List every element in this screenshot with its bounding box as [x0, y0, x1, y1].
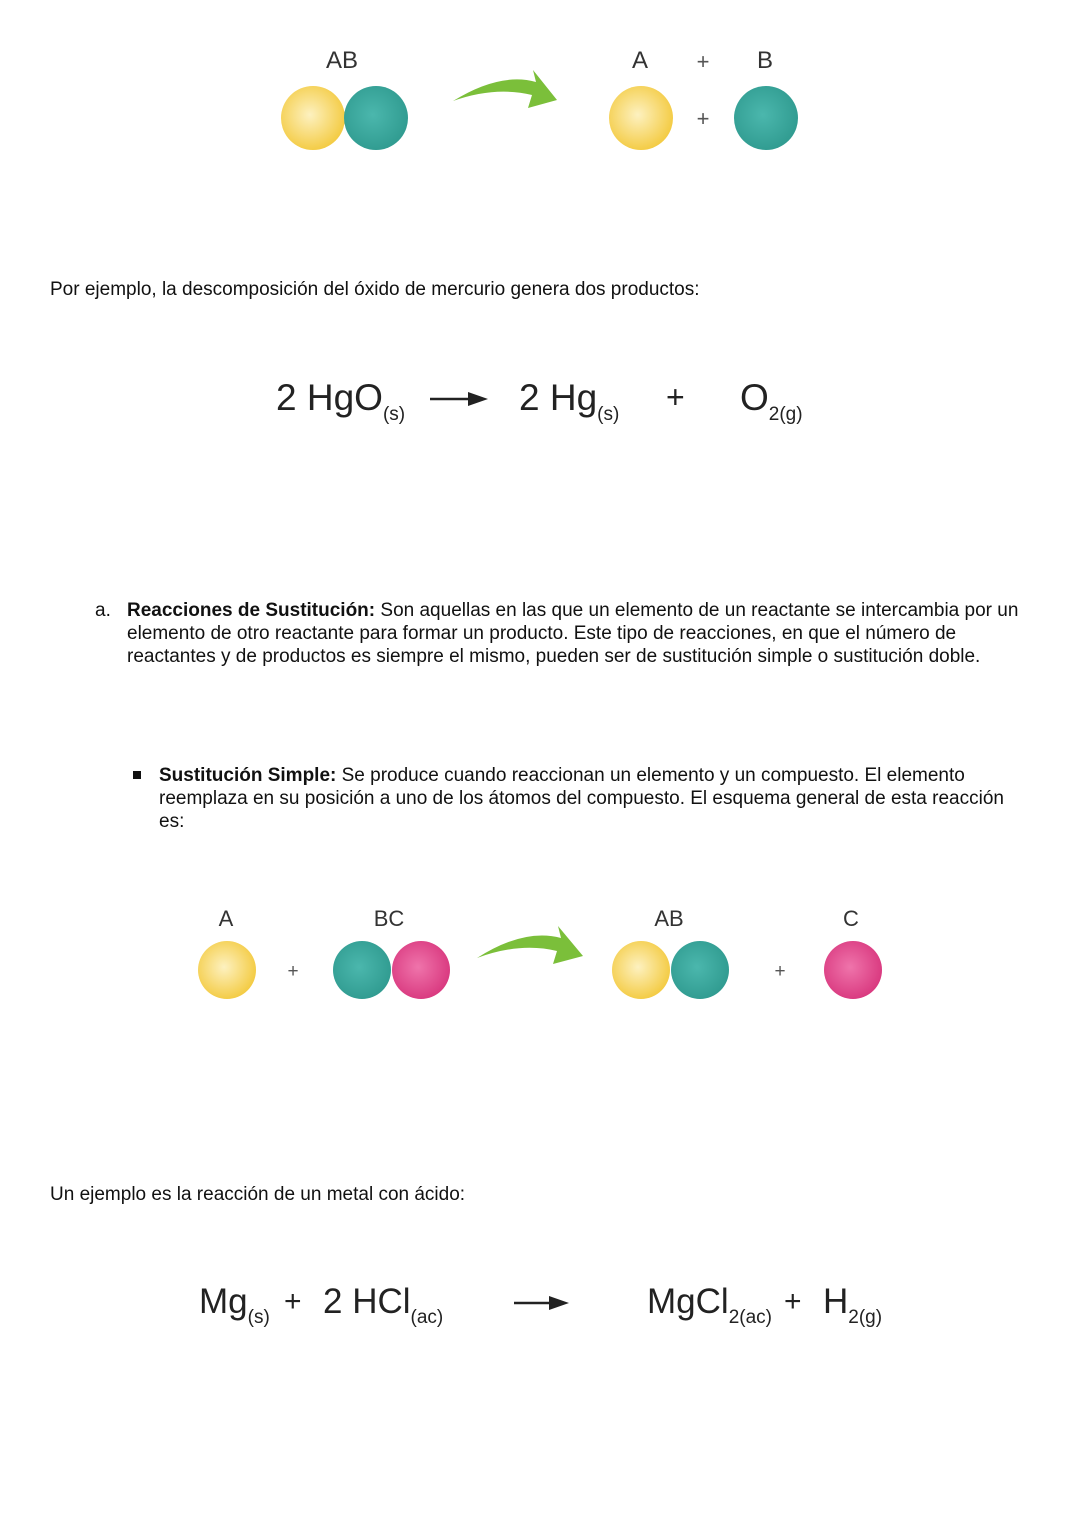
plus-sign: + — [784, 1285, 802, 1318]
plus-sign: + — [666, 379, 685, 415]
list-item-sustitucion — [127, 599, 1027, 668]
atom-b-teal — [344, 86, 408, 150]
atom-b-teal — [333, 941, 391, 999]
plus-sign: + — [774, 961, 786, 982]
label-a: A — [631, 47, 649, 74]
atom-a-yellow — [612, 941, 670, 999]
equation-h2 — [823, 1284, 882, 1327]
product-formula: 2 Hg — [519, 377, 598, 418]
intro-paragraph: Por ejemplo, la descomposición del óxido de mercurio genera dos productos: — [50, 279, 700, 300]
label-a: A — [218, 906, 234, 931]
plus-sign: + — [287, 961, 299, 982]
atom-a-yellow — [198, 941, 256, 999]
atom-c-pink — [392, 941, 450, 999]
label-ab: AB — [325, 47, 359, 74]
product-formula: H — [823, 1282, 849, 1321]
list-marker: a. — [95, 600, 111, 621]
atom-b-teal — [671, 941, 729, 999]
atom-b-teal — [734, 86, 798, 150]
equation-mgcl2 — [647, 1284, 772, 1327]
plus-sign: + — [284, 1285, 302, 1318]
atom-a-yellow — [609, 86, 673, 150]
bullet-text: Se produce cuando reaccionan un elemento y un compuesto. El elemento reemplaza en su posición a uno de los átomos del compuesto. El esquema general de esta reacción es: — [159, 765, 1004, 832]
state-subscript: (s) — [597, 404, 620, 425]
plus-sign: + — [696, 49, 710, 74]
state-subscript: 2(g) — [848, 1307, 883, 1328]
equation-arrow-icon — [514, 1296, 569, 1310]
reaction-arrow-icon — [477, 926, 583, 964]
reaction-arrow-icon — [453, 70, 557, 108]
state-subscript: 2(ac) — [728, 1307, 772, 1328]
state-subscript: 2(g) — [768, 404, 803, 425]
intro-paragraph: Un ejemplo es la reacción de un metal con ácido: — [50, 1184, 466, 1205]
list-item-title: Reacciones de Sustitución: — [127, 600, 376, 621]
bullet-item-sustitucion-simple — [159, 764, 1029, 833]
list-item-text: Son aquellas en las que un elemento de un reactante se intercambia por un elemento de otro reactante para formar un producto. Este tipo de reacciones, en que el número de reactantes y de productos es siempre el mismo, pueden ser de sustitución simple o sustitución doble. — [127, 600, 1019, 667]
state-subscript: (s) — [382, 404, 406, 425]
product-formula: O — [740, 377, 769, 418]
bullet-square-icon — [133, 771, 141, 779]
label-c: C — [843, 906, 859, 931]
state-subscript: (ac) — [410, 1307, 444, 1328]
equation-arrow-icon — [430, 392, 488, 406]
label-ab: AB — [654, 906, 684, 931]
equation-mg — [199, 1284, 270, 1327]
equation-hg — [519, 379, 619, 424]
equation-o2 — [740, 379, 803, 424]
atom-c-pink — [824, 941, 882, 999]
product-formula: MgCl — [647, 1282, 729, 1321]
reactant-formula: 2 HCl — [323, 1282, 411, 1321]
equation-hcl — [323, 1284, 443, 1327]
label-b: B — [756, 47, 774, 74]
bullet-title: Sustitución Simple: — [159, 765, 337, 786]
reactant-formula: Mg — [199, 1282, 248, 1321]
state-subscript: (s) — [247, 1307, 270, 1328]
atom-a-yellow — [281, 86, 345, 150]
plus-sign: + — [696, 106, 710, 131]
label-bc: BC — [373, 906, 405, 931]
equation-hgo — [276, 379, 405, 424]
reactant-formula: 2 HgO — [276, 377, 383, 418]
